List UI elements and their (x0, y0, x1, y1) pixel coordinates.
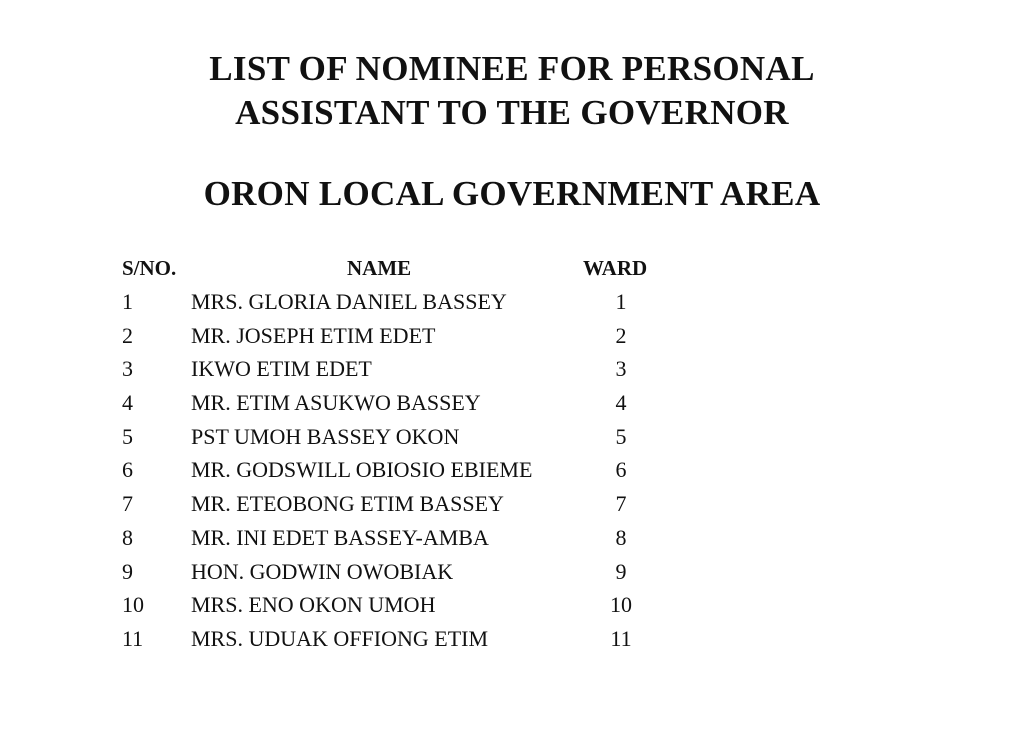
row-ward: 11 (610, 625, 632, 651)
table-row (0, 555, 1024, 589)
row-ward: 4 (615, 390, 627, 416)
row-name: MRS. GLORIA DANIEL BASSEY (191, 289, 507, 314)
header-serial-number: S/NO. (122, 256, 177, 280)
row-ward: 10 (610, 592, 632, 618)
row-serial-number: 9 (122, 558, 133, 584)
table-row (0, 487, 1024, 521)
row-name: MR. JOSEPH ETIM EDET (191, 322, 436, 348)
row-name: MR. ETIM ASUKWO BASSEY (191, 390, 481, 416)
row-serial-number: 10 (122, 592, 144, 618)
row-serial-number: 6 (122, 457, 133, 483)
row-serial-number: 8 (122, 524, 133, 550)
row-ward: 3 (615, 356, 627, 382)
row-serial-number: 2 (122, 322, 133, 348)
row-ward: 5 (615, 423, 627, 449)
nominee-table (0, 251, 1024, 656)
row-ward: 9 (615, 558, 627, 584)
document-title-line-2: ASSISTANT TO THE GOVERNOR (235, 93, 789, 132)
row-ward: 1 (615, 289, 627, 314)
table-row (0, 521, 1024, 555)
table-row (0, 622, 1024, 656)
table-row (0, 453, 1024, 487)
table-header-row (0, 251, 1024, 285)
row-serial-number: 1 (122, 289, 133, 314)
row-name: MRS. ENO OKON UMOH (191, 592, 436, 618)
table-row (0, 420, 1024, 454)
row-serial-number: 11 (122, 625, 144, 651)
document-subtitle: ORON LOCAL GOVERNMENT AREA (203, 174, 821, 213)
table-row (0, 588, 1024, 622)
table-row (0, 352, 1024, 386)
header-ward: WARD (583, 256, 648, 280)
row-serial-number: 5 (122, 423, 133, 449)
row-ward: 8 (615, 524, 627, 550)
row-ward: 6 (615, 457, 627, 483)
row-name: MR. GODSWILL OBIOSIO EBIEME (191, 457, 533, 483)
row-serial-number: 7 (122, 491, 133, 517)
row-ward: 2 (615, 322, 627, 348)
row-name: PST UMOH BASSEY OKON (191, 423, 460, 449)
row-serial-number: 4 (122, 390, 133, 416)
row-ward: 7 (615, 491, 627, 517)
row-name: HON. GODWIN OWOBIAK (191, 558, 454, 584)
row-name: MR. ETEOBONG ETIM BASSEY (191, 491, 504, 517)
table-row (0, 386, 1024, 420)
header-name: NAME (347, 256, 412, 280)
table-row (0, 285, 1024, 319)
row-name: MR. INI EDET BASSEY-AMBA (191, 524, 489, 550)
row-name: IKWO ETIM EDET (191, 356, 372, 382)
row-name: MRS. UDUAK OFFIONG ETIM (191, 625, 489, 651)
table-row (0, 319, 1024, 353)
row-serial-number: 3 (122, 356, 133, 382)
document-title-line-1: LIST OF NOMINEE FOR PERSONAL (209, 49, 815, 88)
